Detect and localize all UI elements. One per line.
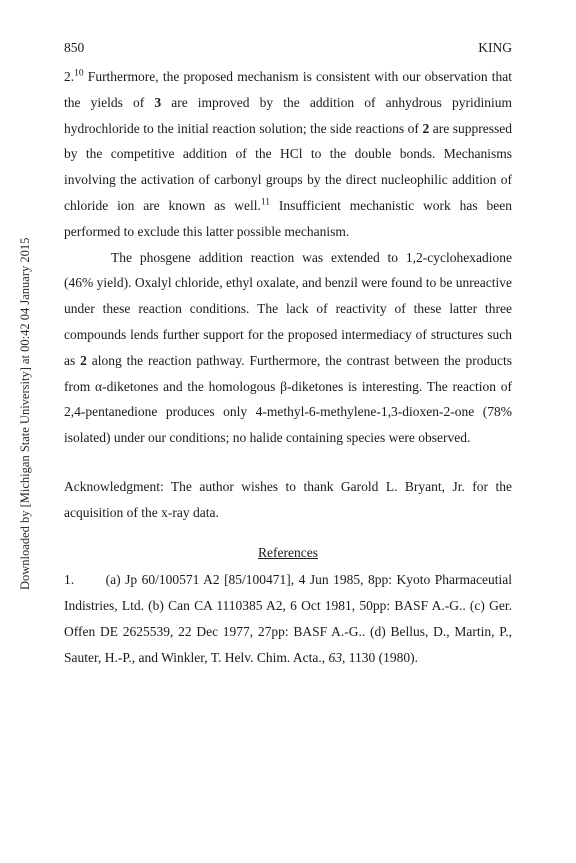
compound-number: 2 [422,120,430,136]
page-header [64,40,512,60]
citation-superscript: 11 [260,197,271,208]
article-body [64,64,512,671]
page-number: 850 [64,40,85,55]
text-run: are improved by the addition of anhydrous pyridinium hydrochloride to the initial reaction solution; the side reactions of [64,94,512,136]
compound-number: 2 [80,352,87,368]
reference-number: 1. [64,572,75,588]
paragraph-mechanism [64,64,512,245]
text-run: along the reaction pathway. Furthermore, the contrast between the products from α-diketones and the homologous β-diketones is interesting. The reaction of 2,4-pentanedione produces only 4-methyl-6-methylene-1,3-dioxen-2-one (78% isolated) under our conditions; no halide containing species were observed. [64,352,513,446]
text-run: 2. [64,69,75,84]
references-heading: References [258,544,318,560]
text-run: Furthermore, the proposed mechanism is consistent with our observation that the yields of [64,69,512,110]
text-run: Insufficient mechanistic work has been performed to exclude this latter possible mechanism. [64,197,513,239]
reference-1 [64,567,512,670]
citation-superscript: 10 [74,68,84,79]
reference-text: (a) Jp 60/100571 A2 [85/100471], 4 Jun 1985, 8pp: Kyoto Pharmaceutial Indistries, Ltd. (b) Can CA 1110385 A2, 6 Oct 1981, 50pp: BASF A.-G.. (c) Ger. Offen DE 2625539, 22 Dec 1977, 27pp: BASF A.-G.. (d) Bellus, D., Martin, P., Sauter, H.-P., and Winkler, T. Helv. Chim. Acta., [64,572,512,665]
running-head: KING [478,40,512,55]
download-watermark: Downloaded by [Michigan State University] at 00:42 04 January 2015 [18,237,32,590]
text-run: are suppressed by the competitive addition of the HCl to the double bonds. Mechanisms involving the activation of carbonyl groups by the direct nucleophilic addition of chloride ion are known as well. [64,120,512,213]
reference-text: , 1130 (1980). [341,649,418,665]
compound-number: 3 [154,94,162,110]
text-run: The phosgene addition reaction was extended to 1,2-cyclohexadione (46% yield). Oxalyl chloride, ethyl oxalate, and benzil were found to be unreactive under these reaction conditions. The lack of reactivity of these latter three compounds lends further support for the proposed intermediacy of structures such as [64,249,512,368]
acknowledgment: Acknowledgment: The author wishes to thank Garold L. Bryant, Jr. for the acquisition of the x-ray data. [64,478,512,520]
reference-volume: 63 [328,649,342,665]
paragraph-phosgene [64,245,512,451]
